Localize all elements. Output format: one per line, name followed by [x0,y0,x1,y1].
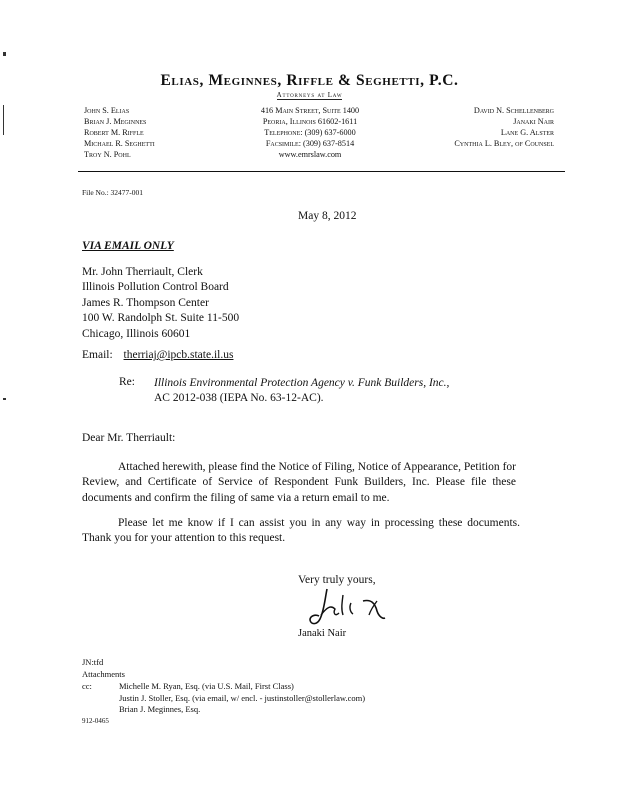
address-line: Peoria, Illinois 61602-1611 [262,117,358,126]
recipient-line: Mr. John Therriault, Clerk [82,266,203,278]
attorney-name: Janaki Nair [513,117,554,126]
re-case-title: Illinois Environmental Protection Agency v. Funk Builders, Inc., [154,377,450,389]
email-link[interactable]: therriaj@ipcb.state.il.us [123,349,234,361]
letter-date: May 8, 2012 [298,210,357,222]
cc-item: Brian J. Meginnes, Esq. [119,704,201,714]
attorney-name: Troy N. Pohl [84,150,131,159]
address-line: 416 Main Street, Suite 1400 [260,106,360,115]
attorney-name: Lane G. Alster [500,128,554,137]
typist-initials: JN:tfd [82,657,104,667]
attorney-name: Robert M. Riffle [84,128,144,137]
attachments-note: Attachments [82,668,125,679]
email-line [82,349,233,361]
cc-item: Michelle M. Ryan, Esq. (via U.S. Mail, First Class) [119,681,294,691]
cc-list [119,681,365,716]
email-label: Email: [82,349,113,361]
attorney-name: David N. Schellenberg [473,106,554,115]
delivery-method: VIA EMAIL ONLY [82,240,174,252]
cc-item: Justin J. Stoller, Esq. (via email, w/ encl. - justinstoller@stollerlaw.com) [119,692,366,703]
firm-subtitle: Attorneys at Law [276,91,343,99]
signer-name: Janaki Nair [298,628,347,639]
recipient-line: James R. Thompson Center [82,296,209,309]
letter-footer [82,657,125,680]
letterhead-divider [78,171,565,172]
body-paragraph-2: Please let me know if I can assist you in any way in processing these documents. Thank you for your attention to this request. [82,517,520,545]
signature-image [305,585,405,631]
fax-line: Facsimile: (309) 637-8514 [265,139,355,148]
recipient-line: 100 W. Randolph St. Suite 11-500 [82,312,240,325]
attorney-name: Cynthia L. Bley, of Counsel [454,139,554,148]
re-label: Re: [119,376,135,388]
attorney-name: Michael R. Seghetti [84,139,155,148]
website-line: www.emrslaw.com [278,150,342,159]
recipient-line: Illinois Pollution Control Board [82,281,229,294]
attorney-name: John S. Elias [84,106,130,115]
document-code: 912-0465 [82,717,109,725]
file-number: File No.: 32477-001 [82,188,144,197]
salutation: Dear Mr. Therriault: [82,432,176,444]
firm-name: Elias, Meginnes, Riffle & Seghetti, P.C. [160,72,459,89]
attorneys-left-column [84,105,155,160]
margin-mark [3,52,6,56]
attorneys-right-column [400,105,554,149]
recipient-line: Chicago, Illinois 60601 [82,327,191,340]
cc-label: cc: [82,681,92,691]
phone-line: Telephone: (309) 637-6000 [264,128,356,137]
firm-address-block [240,105,380,160]
closing: Very truly yours, [298,574,376,586]
re-case-number: AC 2012-038 (IEPA No. 63-12-AC). [154,392,324,405]
margin-mark [3,398,6,400]
margin-mark [3,105,4,135]
body-paragraph-1: Attached herewith, please find the Notice of Filing, Notice of Appearance, Petition for Review, and Certificate of Service of Respondent Funk Builders, Inc. Please file these documents and confirm the filing of same via a return email to me. [82,461,516,504]
re-subject [154,376,449,407]
attorney-name: Brian J. Meginnes [84,117,147,126]
recipient-address [82,265,239,342]
